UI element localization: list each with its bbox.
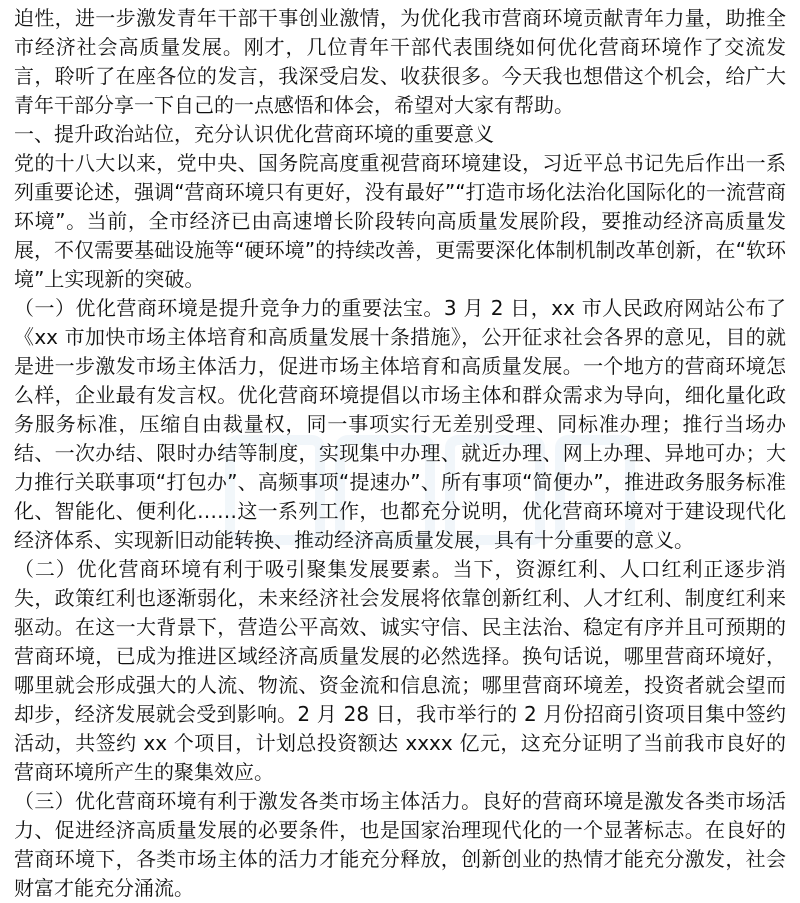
paragraph-point-two: （二）优化营商环境有利于吸引聚集发展要素。当下，资源红利、人口红利正逐步消失，政策红利也逐渐弱化，未来经济社会发展将依靠创新红利、人才红利、制度红利来驱动。在这一大背景下，营造公平高效、诚实守信、民主法治、稳定有序并且可预期的营商环境，已成为推进区域经济高质量发展的必然选择。换句话说，哪里营商环境好，哪里就会形成强大的人流、物流、资金流和信息流；哪里营商环境差，投资者就会望而却步，经济发展就会受到影响。2 月 28 日，我市举行的 2 月份招商引资项目集中签约活动，共签约 xx 个项目，计划总投资额达 xxxx 亿元，这充分证明了当前我市良好的营商环境所产生的聚集效应。 (14, 557, 786, 784)
paragraph-background: 党的十八大以来，党中央、国务院高度重视营商环境建设，习近平总书记先后作出一系列重要论述，强调“营商环境只有更好，没有最好”“打造市场化法治化国际化的一流营商环境”。当前，全市经济已由高速增长阶段转向高质量发展阶段，要推动经济高质量发展，不仅需要基础设施等“硬环境”的持续改善，更需要深化体制机制改革创新，在“软环境”上实现新的突破。 (14, 151, 786, 291)
paragraph-point-one: （一）优化营商环境是提升竞争力的重要法宝。3 月 2 日，xx 市人民政府网站公布了《xx 市加快市场主体培育和高质量发展十条措施》，公开征求社会各界的意见，目的就是进一步激发市场主体活力，促进市场主体培育和高质量发展。一个地方的营商环境怎么样，企业最有发言权。优化营商环境提倡以市场主体和群众需求为导向，细化量化政务服务标准，压缩自由裁量权，同一事项实行无差别受理、同标准办理；推行当场办结、一次办结、限时办结等制度，实现集中办理、就近办理、网上办理、异地可办；大力推行关联事项“打包办”、高频事项“提速办”、所有事项“简便办”，推进政务服务标准化、智能化、便利化……这一系列工作，也都充分说明，优化营商环境对于建设现代化经济体系、实现新旧动能转换、推动经济高质量发展，具有十分重要的意义。 (14, 296, 786, 552)
paragraph-point-three: （三）优化营商环境有利于激发各类市场主体活力。良好的营商环境是激发各类市场活力、促进经济高质量发展的必要条件，也是国家治理现代化的一个显著标志。在良好的营商环境下，各类市场主体的活力才能充分释放，创新创业的热情才能充分激发，社会财富才能充分涌流。 (14, 789, 786, 900)
paragraph-intro: 迫性，进一步激发青年干部干事创业激情，为优化我市营商环境贡献青年力量，助推全市经济社会高质量发展。刚才，几位青年干部代表围绕如何优化营商环境作了交流发言，聆听了在座各位的发言，我深受启发、收获很多。今天我也想借这个机会，给广大青年干部分享一下自己的一点感悟和体会，希望对大家有帮助。 (14, 6, 786, 117)
section-heading-one: 一、提升政治站位，充分认识优化营商环境的重要意义 (14, 122, 494, 146)
